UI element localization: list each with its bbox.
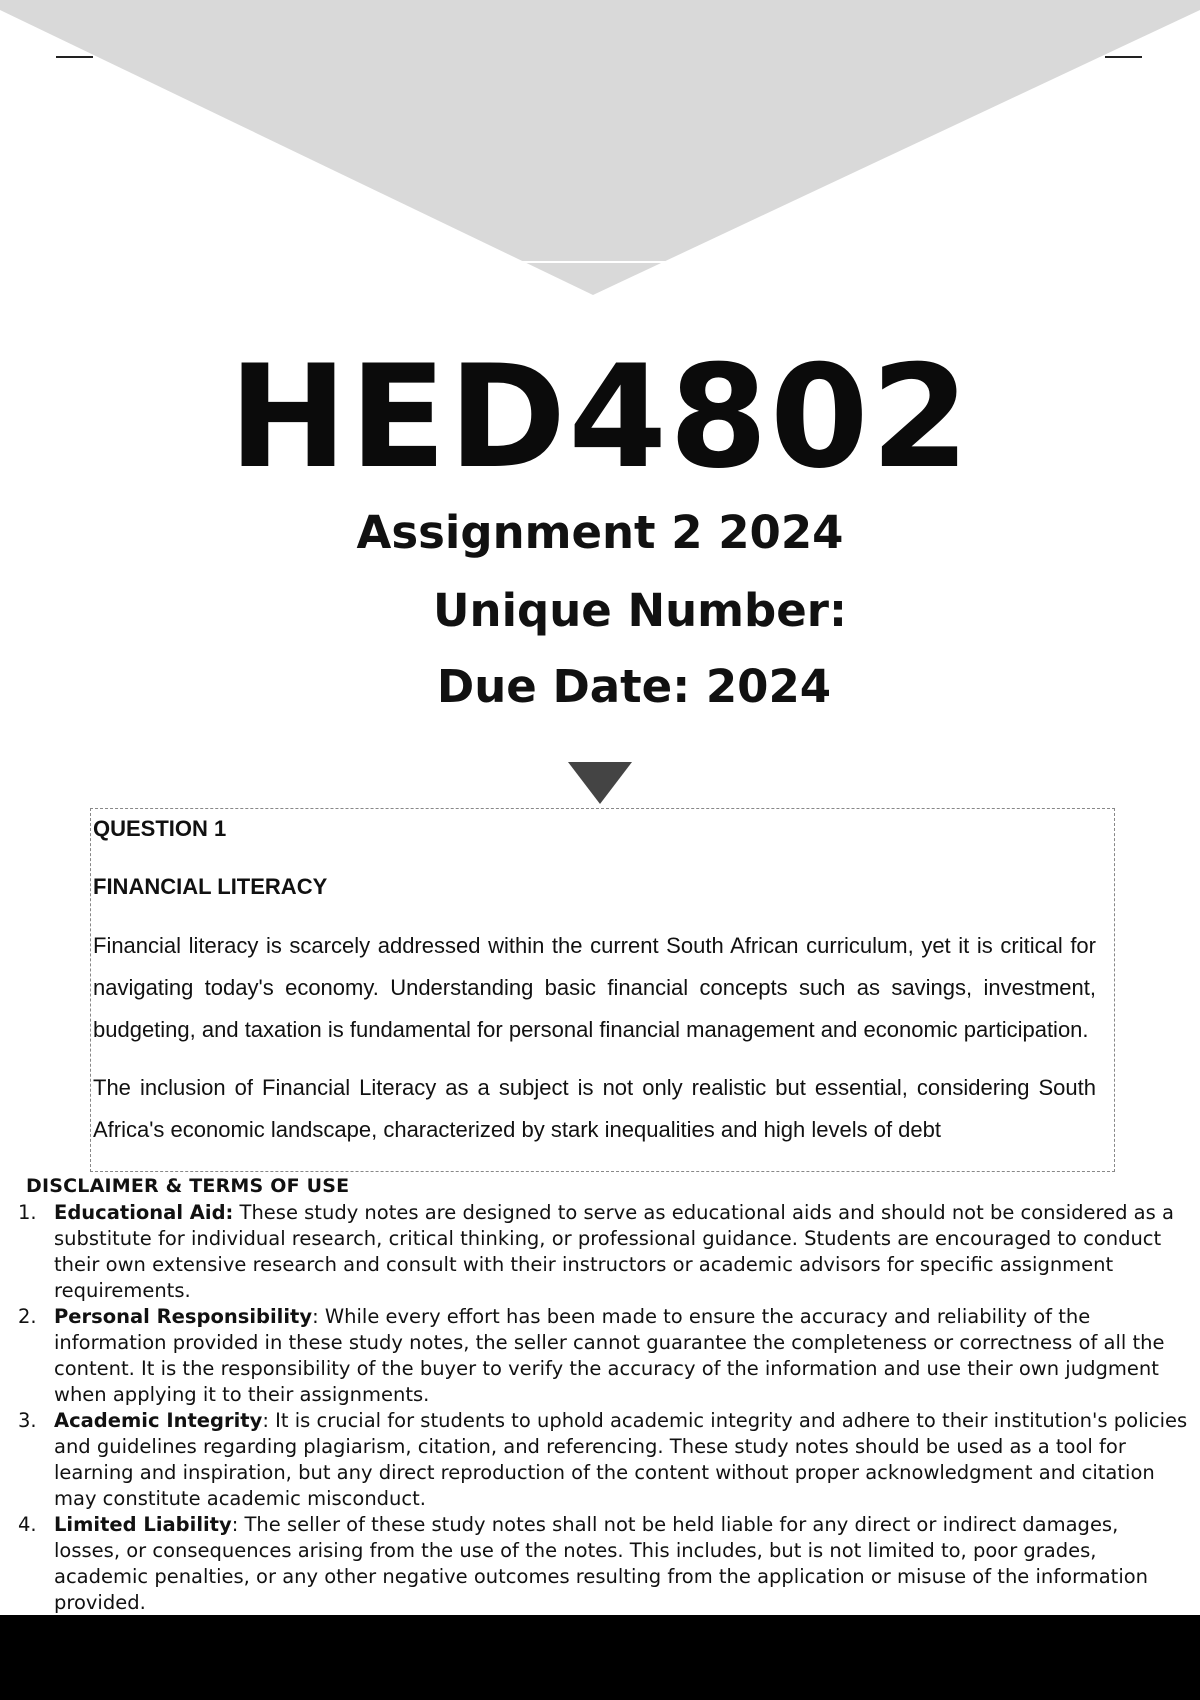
terms-list <box>14 1200 1189 1616</box>
terms-item-text: : While every effort has been made to ensure the accuracy and reliability of the information provided in these study notes, the seller cannot guarantee the completeness or correctness of all the content. It is the responsibility of the buyer to verify the accuracy of the information and use their own judgment when applying it to their assignments. <box>54 1305 1165 1406</box>
preview-paragraph: The inclusion of Financial Literacy as a subject is not only realistic but essential, considering South Africa's economic landscape, characterized by stark inequalities and high levels of debt <box>93 1075 1096 1142</box>
terms-item-name: Academic Integrity <box>54 1409 263 1432</box>
terms-item-name: Limited Liability <box>54 1513 232 1536</box>
disclaimer-title: DISCLAIMER & TERMS OF USE <box>26 1175 350 1197</box>
terms-item-name: Personal Responsibility <box>54 1305 313 1328</box>
header-rule-right <box>1105 56 1142 58</box>
terms-item-number: 3. <box>18 1409 37 1432</box>
terms-item-number: 4. <box>18 1513 37 1536</box>
down-arrow-icon <box>568 762 632 804</box>
question-heading: QUESTION 1 <box>93 816 227 841</box>
unique-number-label: Unique Number: <box>433 584 847 637</box>
due-date-label: Due Date: 2024 <box>436 660 832 713</box>
preview-paragraph: Financial literacy is scarcely addressed within the current South African curriculum, yet it is critical for navigating today's economy. Understanding basic financial concepts such as savings, investment, budgeting, and taxation is fundamental for personal financial management and economic participation. <box>93 933 1096 1042</box>
terms-item-name: Educational Aid: <box>54 1201 234 1224</box>
terms-item-number: 1. <box>18 1201 37 1224</box>
terms-item <box>14 1304 1189 1408</box>
bottom-bar <box>0 1615 1200 1700</box>
terms-item-text: : The seller of these study notes shall not be held liable for any direct or indirect damages, losses, or consequences arising from the use of the notes. This includes, but is not limited to, poor grades, academic penalties, or any other negative outcomes resulting from the application or misuse of the information provided. <box>54 1513 1149 1614</box>
terms-item <box>14 1512 1189 1616</box>
terms-item-number: 2. <box>18 1305 37 1328</box>
question-preview-box <box>90 808 1115 1172</box>
topic-heading: FINANCIAL LITERACY <box>93 874 328 899</box>
terms-item <box>14 1200 1189 1304</box>
terms-item-text: : It is crucial for students to uphold academic integrity and adhere to their institution's policies and guidelines regarding plagiarism, citation, and referencing. These study notes should be used as a tool for learning and inspiration, but any direct reproduction of the content without proper acknowledgment and citation may constitute academic misconduct. <box>54 1409 1188 1510</box>
course-code-title: HED4802 <box>228 335 972 500</box>
terms-item <box>14 1408 1189 1512</box>
assignment-title: Assignment 2 2024 <box>356 506 844 559</box>
terms-item-text: These study notes are designed to serve as educational aids and should not be considered as a substitute for individual research, critical thinking, or professional guidance. Students are encouraged to conduct their own extensive research and consult with their instructors or academic advisors for specific assignment requirements. <box>54 1201 1174 1302</box>
header-banner-shape <box>0 0 1200 300</box>
header-rule-left <box>56 56 93 58</box>
